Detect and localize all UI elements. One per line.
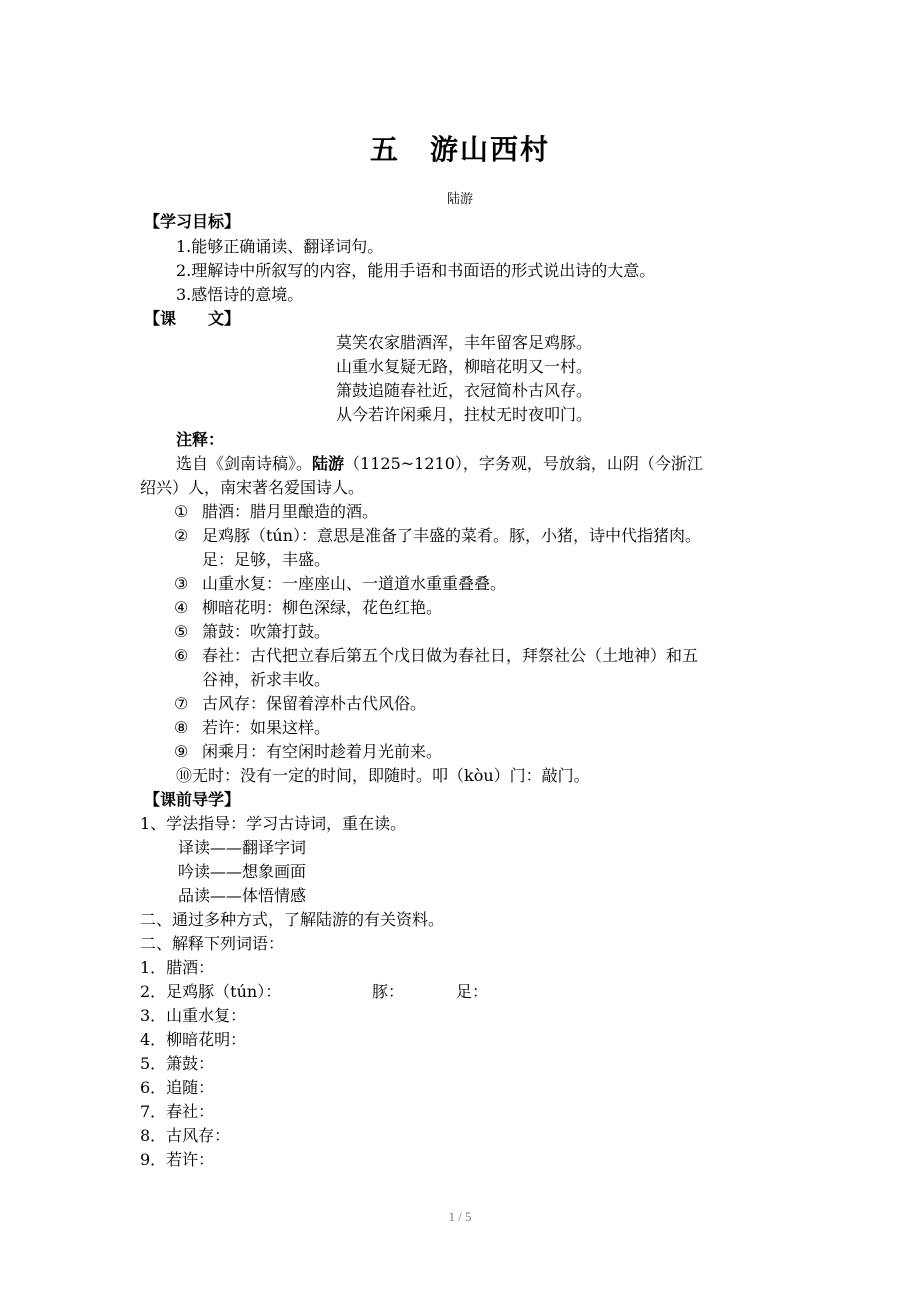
poem-line: 从今若许闲乘月，拄杖无时夜叩门。 bbox=[336, 405, 593, 424]
poem-line: 箫鼓追随春社近，衣冠简朴古风存。 bbox=[336, 381, 593, 400]
notes-intro-line2: 绍兴）人，南宋著名爱国诗人。 bbox=[140, 478, 365, 497]
text-heading: 【课 文】 bbox=[144, 309, 241, 328]
goal-item: 1.能够正确诵读、翻译词句。 bbox=[176, 237, 384, 256]
preview-method: 1、学法指导：学习古诗词，重在读。 bbox=[140, 814, 407, 833]
note-text: 足鸡豚（tún）：意思是准备了丰盛的菜肴。豚，小猪，诗中代指猪肉。 bbox=[202, 526, 702, 545]
notes-intro-name: 陆游 bbox=[312, 454, 345, 473]
note-text: 山重水复：一座座山、一道道水重重叠叠。 bbox=[202, 574, 507, 593]
notes-intro-post: （1125~1210），字务观，号放翁，山阴（今浙江 bbox=[344, 454, 703, 473]
note-mark: ⑧ bbox=[174, 718, 189, 737]
vocab-item: 5．箫鼓： bbox=[140, 1054, 215, 1073]
note-mark: ⑨ bbox=[174, 742, 189, 761]
vocab-item: 7．春社： bbox=[140, 1102, 215, 1121]
author: 陆游 bbox=[446, 192, 473, 207]
vocab-item: 9．若许： bbox=[140, 1150, 215, 1169]
goal-item: 2.理解诗中所叙写的内容，能用手语和书面语的形式说出诗的大意。 bbox=[176, 261, 656, 280]
note-mark: ⑤ bbox=[174, 622, 189, 641]
poem-line: 莫笑农家腊酒浑，丰年留客足鸡豚。 bbox=[336, 333, 593, 352]
note-text: 谷神，祈求丰收。 bbox=[202, 670, 331, 689]
goals-heading: 【学习目标】 bbox=[144, 212, 241, 231]
note-text: 箫鼓：吹箫打鼓。 bbox=[202, 622, 331, 641]
page-title: 五 游山西村 bbox=[369, 133, 550, 166]
note-mark: ④ bbox=[174, 598, 189, 617]
note-text: 春社：古代把立春后第五个戊日做为春社日，拜祭社公（土地神）和五 bbox=[202, 646, 699, 665]
notes-intro-pre: 选自《剑南诗稿》。 bbox=[176, 454, 313, 473]
note-text: 闲乘月：有空闲时趁着月光前来。 bbox=[202, 742, 443, 761]
note-mark: ② bbox=[174, 526, 189, 545]
preview-step: 译读——翻译字词 bbox=[178, 838, 307, 857]
vocab-item: 2．足鸡豚（tún）： bbox=[140, 982, 282, 1001]
note-text: 柳暗花明：柳色深绿，花色红艳。 bbox=[202, 598, 443, 617]
preview-step: 品读——体悟情感 bbox=[178, 886, 307, 905]
vocab-item: 3．山重水复： bbox=[140, 1006, 247, 1025]
preview-step: 吟读——想象画面 bbox=[178, 862, 307, 881]
preview-task: 二、通过多种方式，了解陆游的有关资料。 bbox=[140, 910, 445, 929]
note-mark: ⑥ bbox=[174, 646, 189, 665]
vocab-item: 8．古风存： bbox=[140, 1126, 231, 1145]
poem-line: 山重水复疑无路，柳暗花明又一村。 bbox=[336, 357, 593, 376]
page-number: 1 / 5 bbox=[448, 1209, 472, 1224]
preview-heading: 【课前导学】 bbox=[144, 790, 241, 809]
vocab-item: 6．追随： bbox=[140, 1078, 215, 1097]
note-text: 古风存：保留着淳朴古代风俗。 bbox=[202, 694, 427, 713]
vocab-item: 1．腊酒： bbox=[140, 958, 215, 977]
vocab-sub: 豚： bbox=[372, 982, 405, 1001]
note-text: 腊酒：腊月里酿造的酒。 bbox=[202, 502, 379, 521]
note-text: 若许：如果这样。 bbox=[202, 718, 331, 737]
goal-item: 3.感悟诗的意境。 bbox=[176, 285, 304, 304]
preview-task: 二、解释下列词语： bbox=[140, 934, 285, 953]
note-mark: ③ bbox=[174, 574, 189, 593]
note-text: ⑩无时：没有一定的时间，即随时。叩（kòu）门：敲门。 bbox=[176, 766, 590, 785]
note-mark: ⑦ bbox=[174, 694, 189, 713]
notes-heading: 注释： bbox=[176, 430, 225, 449]
vocab-sub: 足： bbox=[456, 982, 489, 1001]
note-text: 足：足够，丰盛。 bbox=[202, 550, 331, 569]
notes-intro bbox=[176, 454, 703, 474]
vocab-item: 4．柳暗花明： bbox=[140, 1030, 247, 1049]
note-mark: ① bbox=[174, 502, 189, 521]
